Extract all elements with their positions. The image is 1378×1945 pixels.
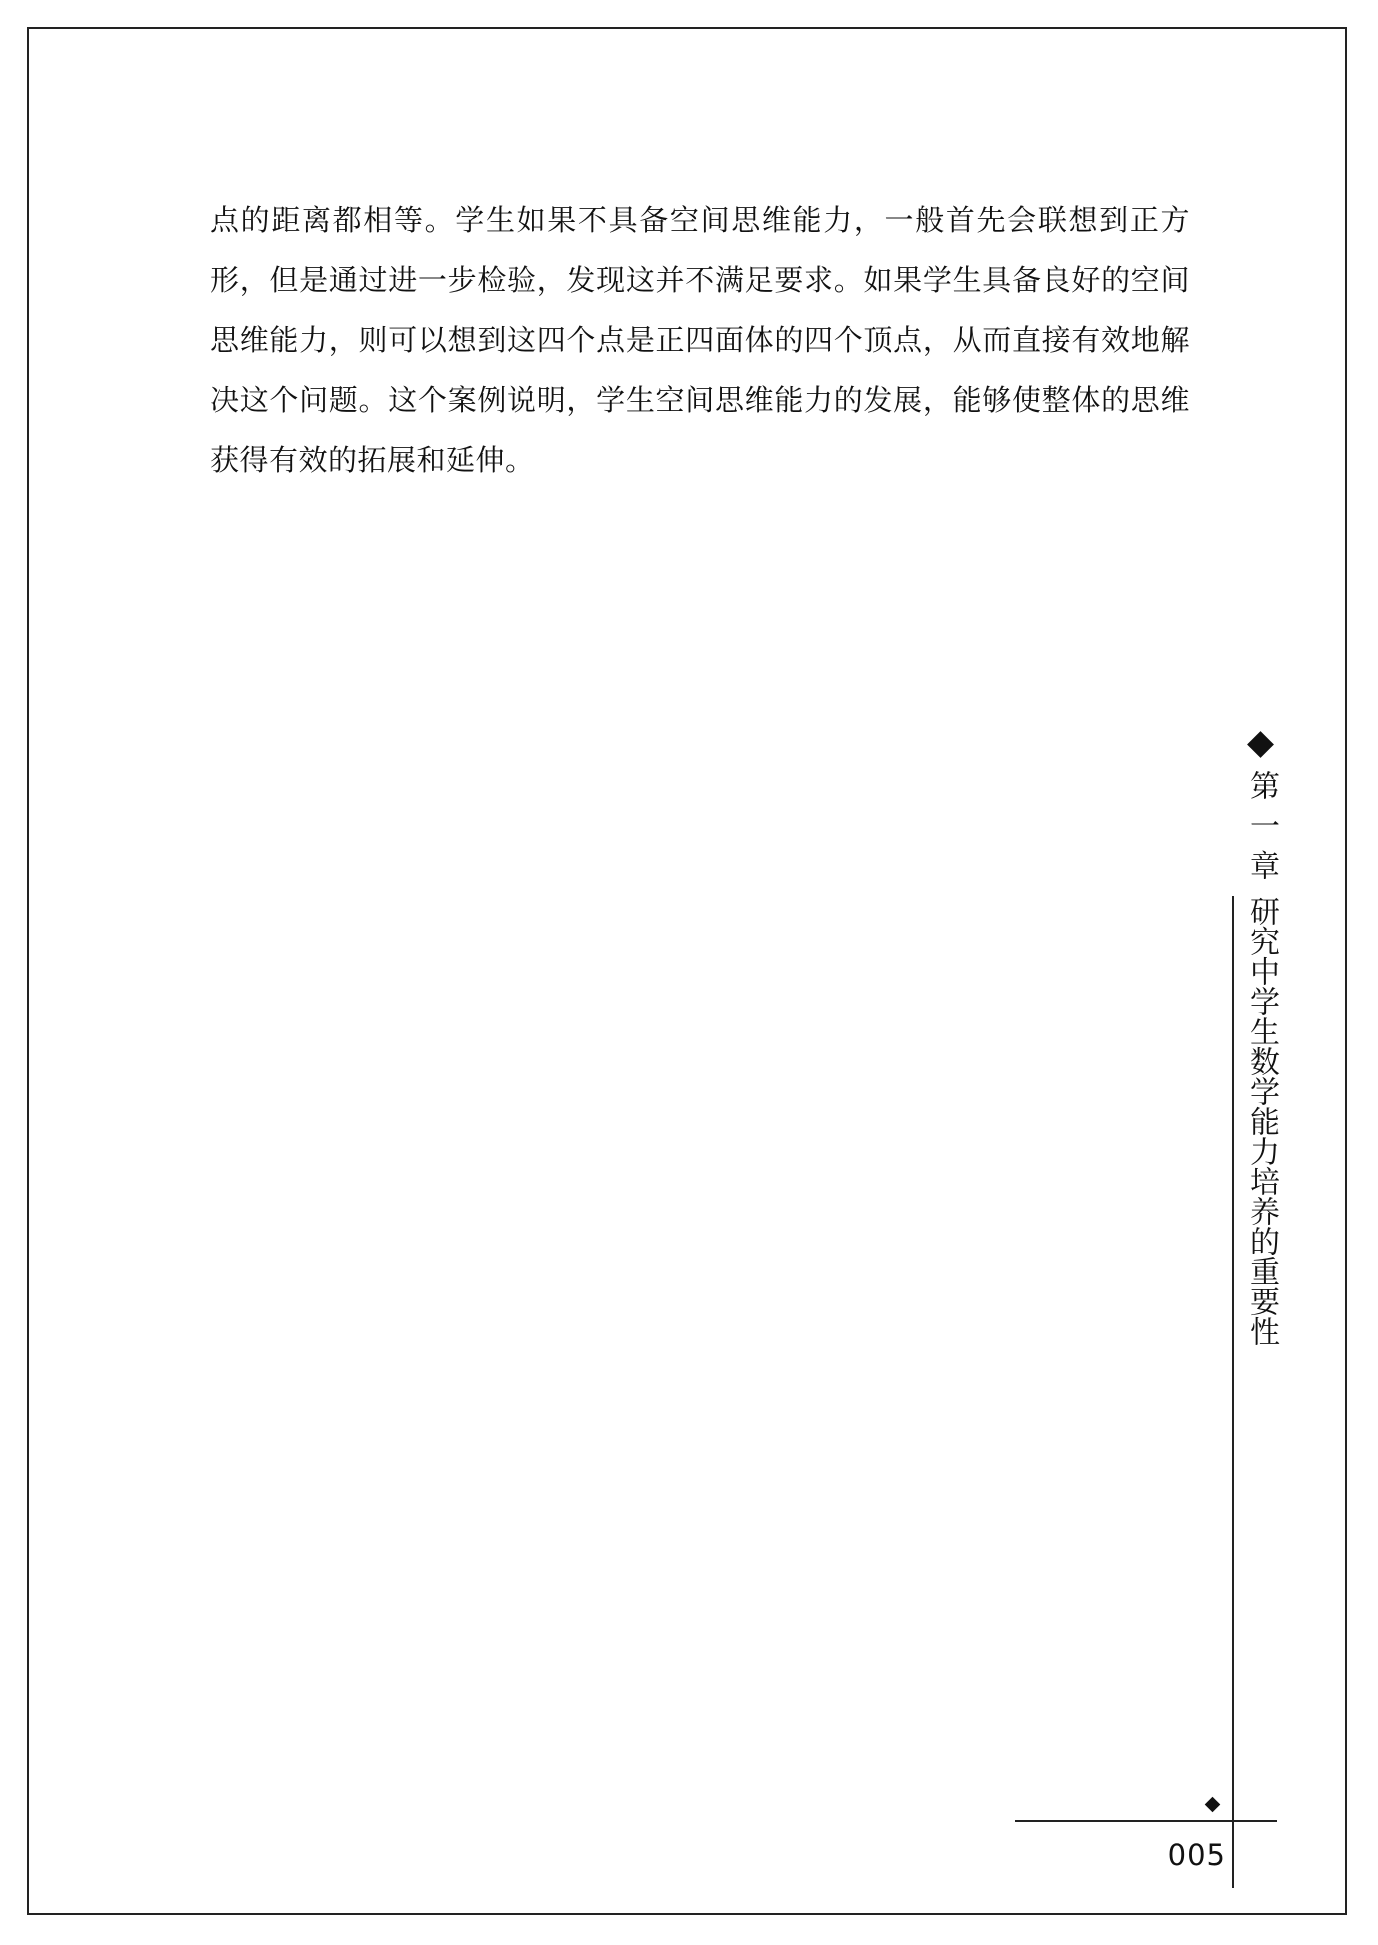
footer-rule <box>1015 1820 1277 1822</box>
body-paragraph: 点的距离都相等。学生如果不具备空间思维能力，一般首先会联想到正方形，但是通过进一步检验，发现这并不满足要求。如果学生具备良好的空间思维能力，则可以想到这四个点是正四面体的四个顶点，从而直接有效地解决这个问题。这个案例说明，学生空间思维能力的发展，能够使整体的思维获得有效的拓展和延伸。 <box>210 203 1190 477</box>
page-number: 005 <box>1167 1838 1226 1872</box>
running-head-chapter: 第一章 <box>1244 770 1279 890</box>
running-head-title: 研究中学生数学能力培养的重要性 <box>1244 896 1279 1346</box>
running-head-rule <box>1232 896 1234 1888</box>
